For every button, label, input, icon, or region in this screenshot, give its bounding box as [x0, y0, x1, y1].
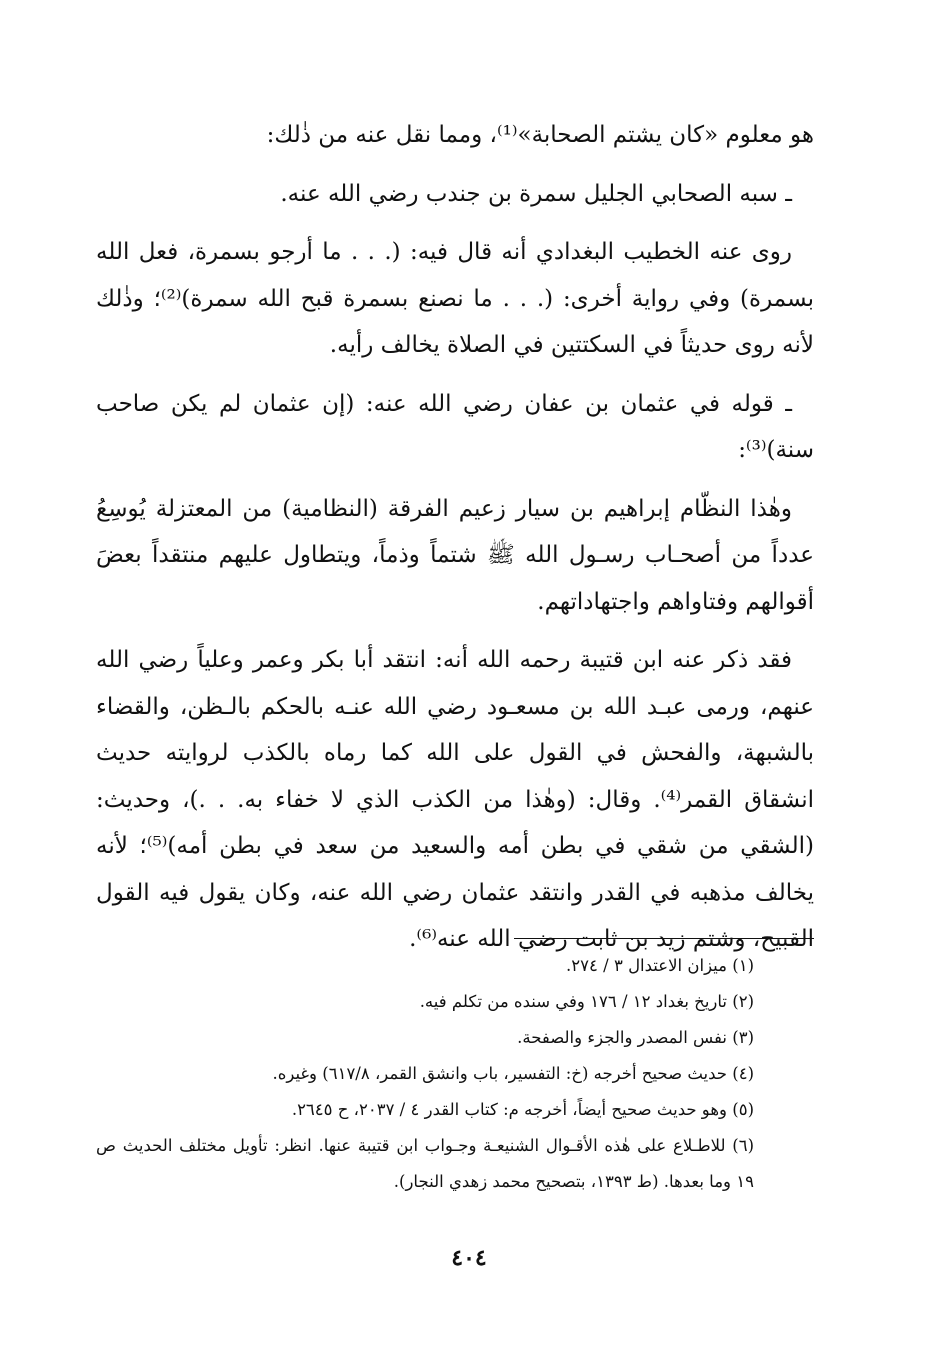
page-number: ٤٠٤ [451, 1245, 487, 1271]
footnote-6: (٦) للاطـلاع على هٰذه الأقـوال الشنيعـة وجـواب ابن قتيبة عنها. انظر: تأويل مختلف الحديث ص ١٩ وما بعدها. (ط ١٣٩٣، بتصحيح محمد زهدي النجار). [96, 1136, 754, 1191]
paragraph-6: فقد ذكر عنه ابن قتيبة رحمه الله أنه: انتقد أبا بكر وعمر وعلياً رضي الله عنهم، ورمى عبـد الله بن مسعـود رضي الله عنـه بالحكم بالـظن، والقضاء بالشبهة، والفحش في القول على الله كما رماه بالكذب لروايته حديث انشقاق القمر⁽⁴⁾. وقال: (وهٰذا من الكذب الذي لا خفاء به. . .)، وحديث: (الشقي من شقي في بطن أمه والسعيد من سعد في بطن أمه)⁽⁵⁾؛ لأنه يخالف مذهبه في القدر وانتقد عثمان رضي الله عنه، وكان يقول فيه القول القبيح، وشتم زيد بن ثابت رضي الله عنه⁽⁶⁾. [96, 647, 814, 952]
footnotes [96, 948, 814, 1200]
paragraph-3: روى عنه الخطيب البغدادي أنه قال فيه: (. . . ما أرجو بسمرة، فعل الله بسمرة) وفي رواية أخرى: (. . . ما نصنع بسمرة قبح الله سمرة)⁽²⁾؛ وذٰلك لأنه روى حديثاً في السكتتين في الصلاة يخالف رأيه. [96, 239, 814, 358]
paragraph-4: ـ قوله في عثمان بن عفان رضي الله عنه: (إن عثمان لم يكن صاحب سنة)⁽³⁾: [96, 390, 814, 463]
footnote-2: (٢) تاريخ بغداد ١٢ / ١٧٦ وفي سنده من تكلم فيه. [419, 992, 754, 1011]
footnote-3: (٣) نفس المصدر والجزء والصفحة. [517, 1028, 754, 1047]
paragraph-1: هو معلوم «كان يشتم الصحابة»⁽¹⁾، ومما نقل عنه من ذٰلك: [266, 122, 814, 148]
footnote-separator [514, 938, 814, 939]
main-text [96, 112, 814, 963]
paragraph-5: وهٰذا النظّام إبراهيم بن سيار زعيم الفرقة (النظامية) من المعتزلة يُوسِعُ عدداً من أصحـاب رسـول الله ﷺ شتماً وذماً، ويتطاول عليهم منتقداً بعضَ أقوالهم وفتاواهم واجتهاداتهم. [96, 495, 814, 615]
paragraph-2: ـ سبه الصحابي الجليل سمرة بن جندب رضي الله عنه. [280, 180, 792, 207]
footnote-1: (١) ميزان الاعتدال ٣ / ٢٧٤. [566, 956, 754, 975]
footnote-4: (٤) حديث صحيح أخرجه (خ: التفسير، باب وانشق القمر، ٦١٧/٨) وغيره. [272, 1064, 754, 1083]
footnote-5: (٥) وهو حديث صحيح أيضاً، أخرجه م: كتاب القدر ٤ / ٢٠٣٧، ح ٢٦٤٥. [291, 1100, 754, 1119]
